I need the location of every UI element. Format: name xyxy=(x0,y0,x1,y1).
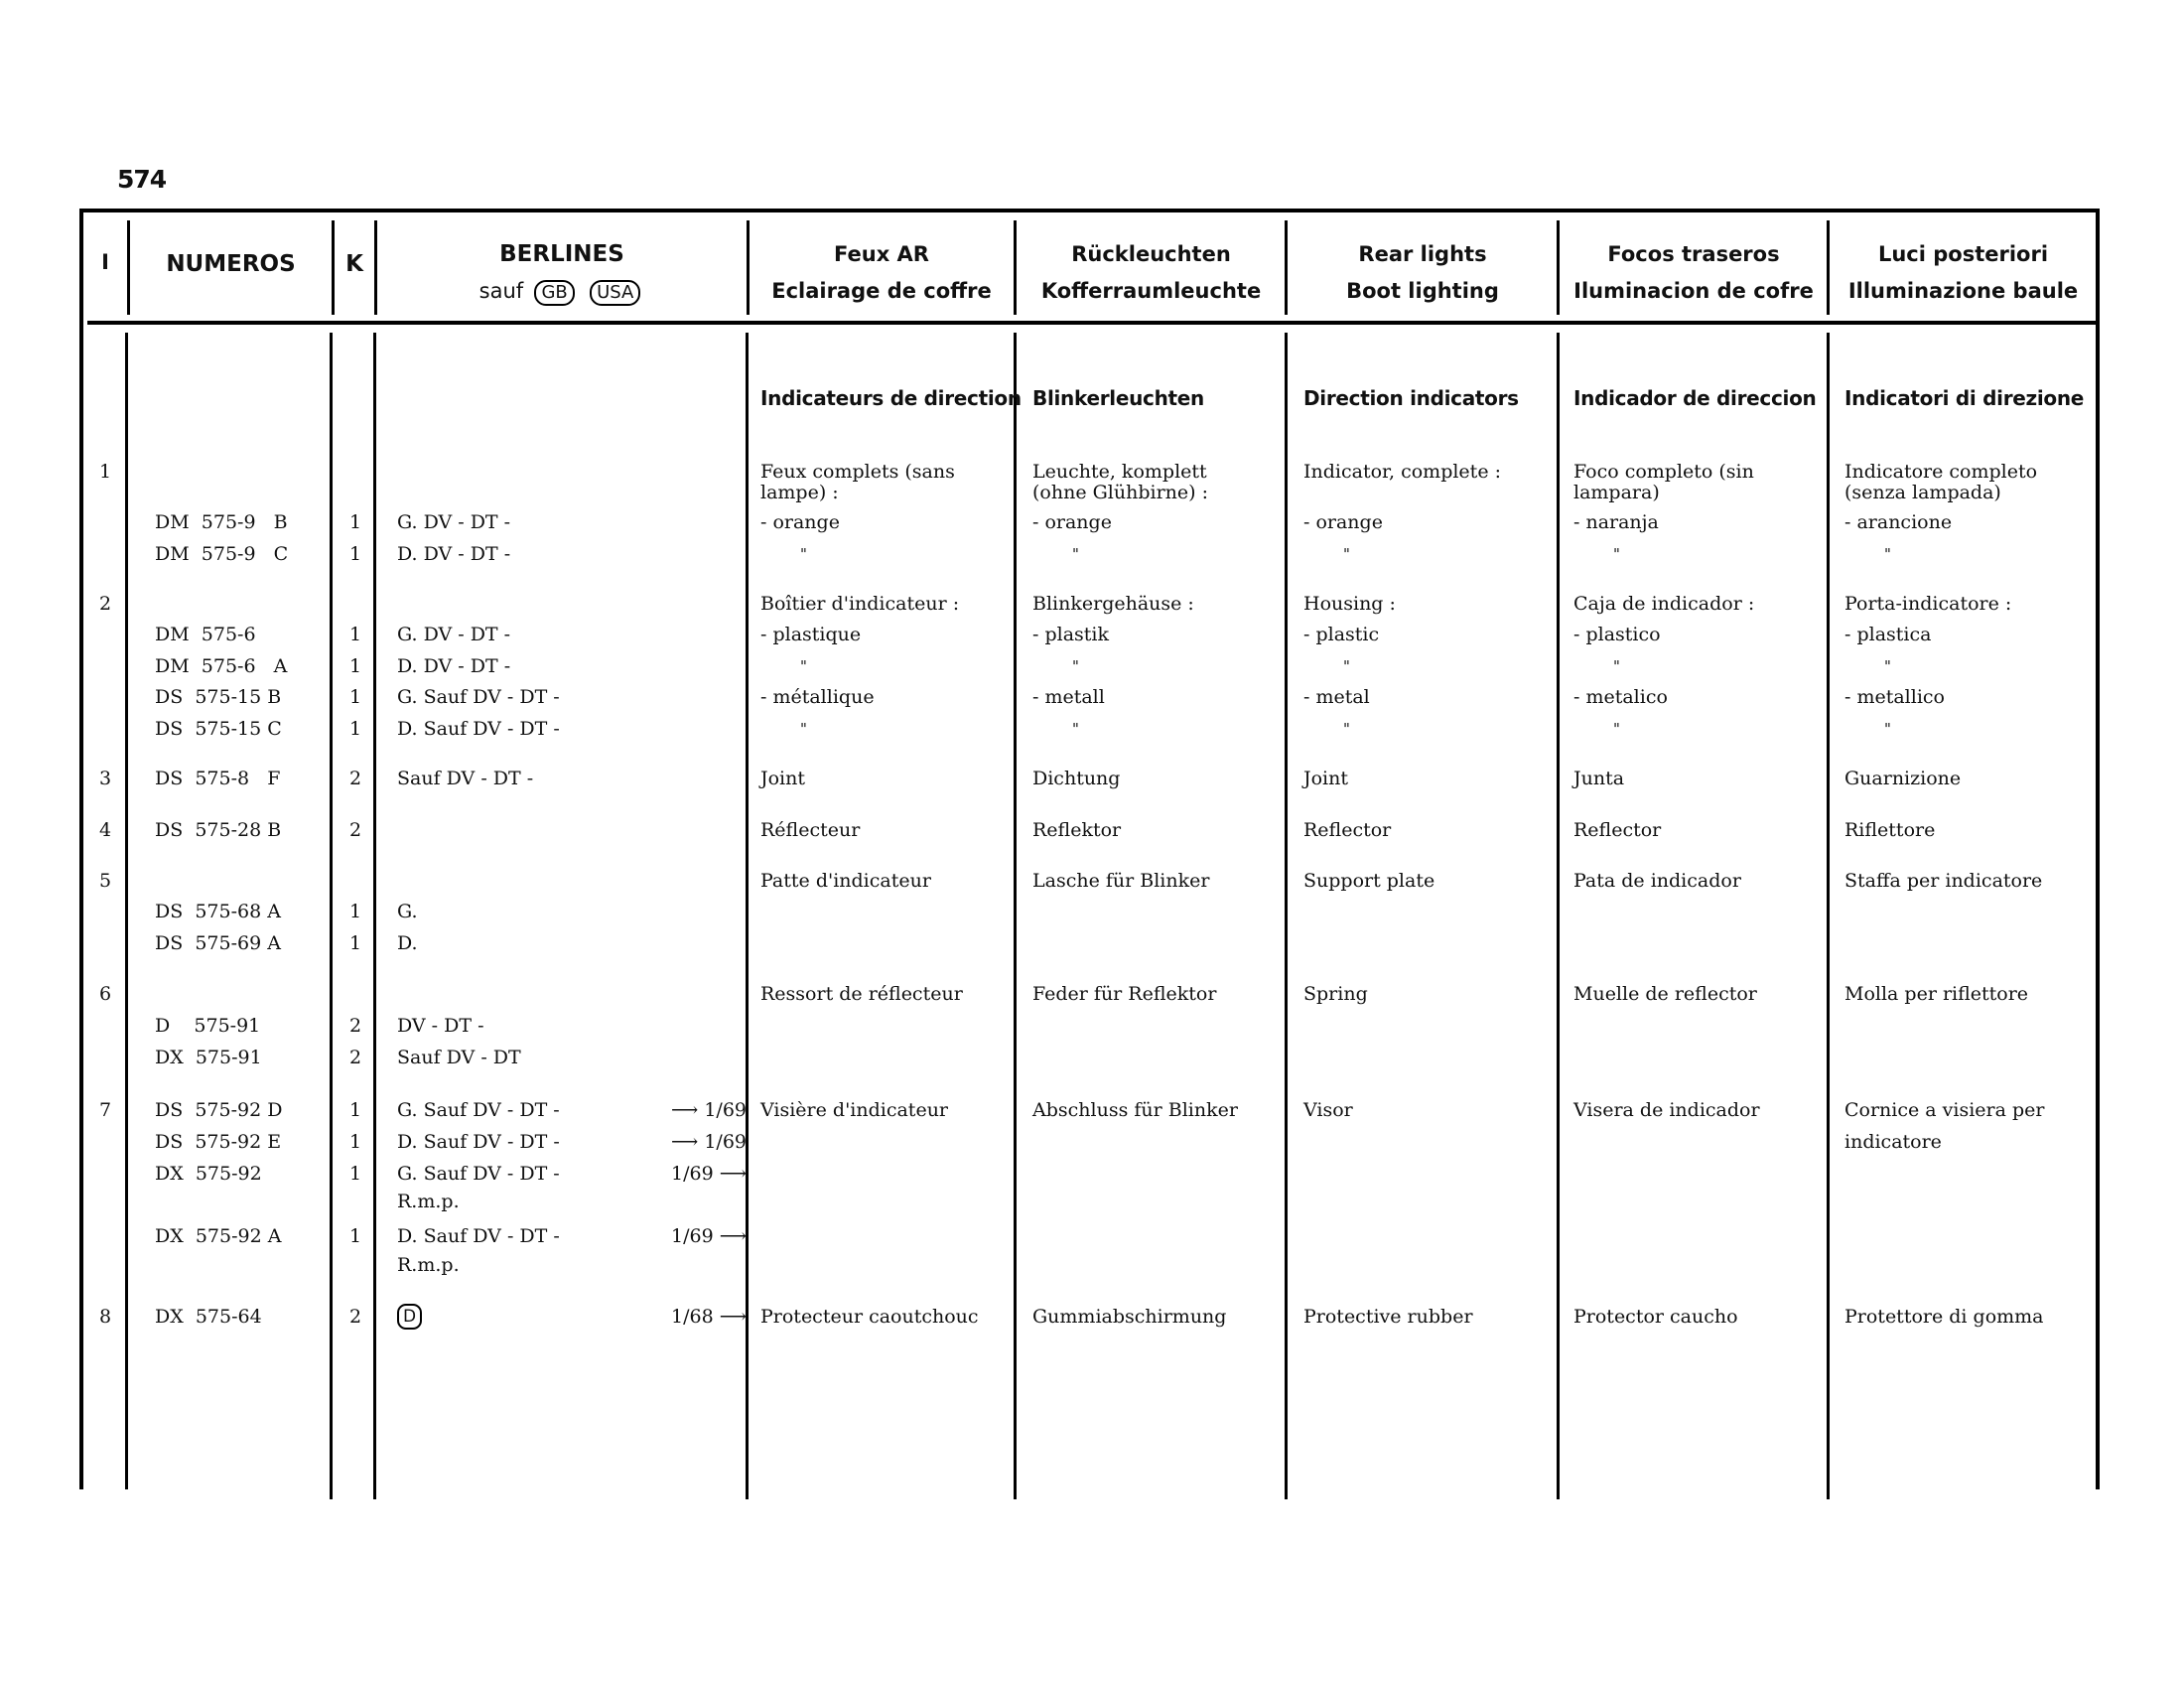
berlines-date-range: 1/68 ⟶ xyxy=(671,1306,747,1328)
part-number: DS 575-28 B xyxy=(155,819,282,841)
desc-es: - plastico xyxy=(1573,624,1661,645)
header-de-line1: Rückleuchten xyxy=(1071,242,1231,266)
part-number: DS 575-15 B xyxy=(155,686,282,708)
col-sep-i-numeros-body xyxy=(125,333,128,1489)
desc-fr: Boîtier d'indicateur : xyxy=(760,593,960,615)
header-berlines-prefix: sauf xyxy=(478,279,524,303)
header-en-line2: Boot lighting xyxy=(1346,279,1499,303)
berlines-plate-d xyxy=(397,1304,422,1330)
part-number: DM 575-6 A xyxy=(155,655,288,677)
desc-de: Abschluss für Blinker xyxy=(1032,1099,1238,1121)
header-es-line1: Focos traseros xyxy=(1607,242,1780,266)
header-i: I xyxy=(101,250,109,274)
header-de-line2: Kofferraumleuchte xyxy=(1040,279,1262,303)
desc-it: - plastica xyxy=(1844,624,1932,645)
desc-fr: Réflecteur xyxy=(760,819,861,841)
quantity-k: 2 xyxy=(348,1047,362,1068)
desc-es: - metalico xyxy=(1573,686,1668,708)
desc-es: " xyxy=(1613,657,1620,675)
desc-en: Reflector xyxy=(1303,819,1392,841)
part-number: DX 575-91 xyxy=(155,1047,262,1068)
part-number: D 575-91 xyxy=(155,1015,261,1037)
desc-en: " xyxy=(1343,545,1350,563)
section-title-fr: Indicateurs de direction xyxy=(760,386,1022,410)
row-index: 8 xyxy=(98,1306,112,1328)
desc-de: " xyxy=(1072,657,1079,675)
quantity-k: 1 xyxy=(348,686,362,708)
section-title-en: Direction indicators xyxy=(1303,386,1519,410)
desc-fr: Protecteur caoutchouc xyxy=(760,1306,979,1328)
col-sep-en-es-body xyxy=(1557,333,1560,1499)
frame-right-border xyxy=(2096,209,2100,1489)
desc-en: - orange xyxy=(1303,511,1383,533)
desc-en: " xyxy=(1343,720,1350,738)
desc-it: Indicatore completo xyxy=(1844,461,2038,483)
desc-de: Reflektor xyxy=(1032,819,1122,841)
berlines-applicability: G. DV - DT - xyxy=(397,511,511,533)
desc-es: Muelle de reflector xyxy=(1573,983,1757,1005)
desc-it: Molla per riflettore xyxy=(1844,983,2029,1005)
col-sep-de-en-body xyxy=(1285,333,1288,1499)
part-number: DX 575-92 xyxy=(155,1163,262,1185)
desc-it: (senza lampada) xyxy=(1844,482,2001,503)
desc-fr: " xyxy=(800,545,807,563)
header-bottom-rule xyxy=(87,321,2100,325)
part-number: DS 575-92 D xyxy=(155,1099,283,1121)
quantity-k: 1 xyxy=(348,543,362,565)
header-berlines xyxy=(377,236,747,310)
frame-left-border xyxy=(79,209,83,1489)
desc-en: Support plate xyxy=(1303,870,1435,892)
header-en-line1: Rear lights xyxy=(1358,242,1487,266)
berlines-date-range: 1/69 ⟶ xyxy=(671,1225,747,1247)
quantity-k: 1 xyxy=(348,718,362,740)
row-index: 4 xyxy=(98,819,112,841)
desc-de: Blinkergehäuse : xyxy=(1032,593,1194,615)
quantity-k: 1 xyxy=(348,655,362,677)
part-number: DX 575-64 xyxy=(155,1306,262,1328)
quantity-k: 2 xyxy=(348,1306,362,1328)
part-number: DM 575-6 xyxy=(155,624,256,645)
col-sep-es-it-body xyxy=(1827,333,1830,1499)
quantity-k: 1 xyxy=(348,932,362,954)
desc-es: Visera de indicador xyxy=(1573,1099,1760,1121)
desc-fr: " xyxy=(800,657,807,675)
desc-it: Guarnizione xyxy=(1844,768,1962,789)
desc-de: Gummiabschirmung xyxy=(1032,1306,1227,1328)
berlines-applicability: Sauf DV - DT xyxy=(397,1047,521,1068)
desc-es: Reflector xyxy=(1573,819,1662,841)
berlines-applicability: D. DV - DT - xyxy=(397,655,511,677)
desc-de: - plastik xyxy=(1032,624,1110,645)
desc-it: - arancione xyxy=(1844,511,1953,533)
header-it xyxy=(1831,236,2096,310)
part-number: DS 575-92 E xyxy=(155,1131,282,1153)
desc-en: Indicator, complete : xyxy=(1303,461,1501,483)
berlines-applicability: D. DV - DT - xyxy=(397,543,511,565)
col-sep-de-en xyxy=(1285,220,1288,315)
col-sep-fr-de xyxy=(1014,220,1017,315)
section-title-de: Blinkerleuchten xyxy=(1032,386,1205,410)
desc-en: " xyxy=(1343,657,1350,675)
desc-it: Riflettore xyxy=(1844,819,1936,841)
row-index: 3 xyxy=(98,768,112,789)
desc-fr: - orange xyxy=(760,511,840,533)
header-numeros: NUMEROS xyxy=(166,251,296,277)
col-sep-numeros-k-body xyxy=(330,333,333,1499)
table-top-rule xyxy=(79,209,2100,212)
row-index: 6 xyxy=(98,983,112,1005)
desc-de: Dichtung xyxy=(1032,768,1121,789)
desc-de: " xyxy=(1072,720,1079,738)
desc-fr: Visière d'indicateur xyxy=(760,1099,949,1121)
row-index: 1 xyxy=(98,461,112,483)
header-it-line2: Illuminazione baule xyxy=(1847,279,2079,303)
header-es-line2: Iluminacion de cofre xyxy=(1573,279,1814,303)
desc-es: Junta xyxy=(1573,768,1625,789)
quantity-k: 1 xyxy=(348,1099,362,1121)
desc-it: Protettore di gomma xyxy=(1844,1306,2044,1328)
desc-es: Pata de indicador xyxy=(1573,870,1741,892)
desc-de: Lasche für Blinker xyxy=(1032,870,1210,892)
part-number: DM 575-9 B xyxy=(155,511,288,533)
desc-en: Spring xyxy=(1303,983,1368,1005)
plate-gb: GB xyxy=(534,280,574,306)
berlines-applicability: G. xyxy=(397,901,418,922)
desc-de: Leuchte, komplett xyxy=(1032,461,1207,483)
header-de xyxy=(1018,236,1285,310)
desc-en: - metal xyxy=(1303,686,1370,708)
berlines-date-range: ⟶ 1/69 xyxy=(671,1131,747,1153)
part-number: DS 575-69 A xyxy=(155,932,281,954)
desc-it: " xyxy=(1884,720,1891,738)
berlines-applicability: G. Sauf DV - DT - xyxy=(397,686,560,708)
berlines-applicability: R.m.p. xyxy=(397,1254,460,1276)
header-fr xyxy=(750,236,1014,310)
header-berlines-title: BERLINES xyxy=(499,241,624,267)
quantity-k: 1 xyxy=(348,901,362,922)
desc-it: Cornice a visiera per xyxy=(1844,1099,2045,1121)
berlines-date-range: ⟶ 1/69 xyxy=(671,1099,747,1121)
quantity-k: 1 xyxy=(348,624,362,645)
berlines-applicability: D. Sauf DV - DT - xyxy=(397,1225,560,1247)
col-sep-en-es xyxy=(1557,220,1560,315)
part-number: DS 575-15 C xyxy=(155,718,282,740)
desc-it: Staffa per indicatore xyxy=(1844,870,2043,892)
header-en xyxy=(1289,236,1557,310)
desc-en: - plastic xyxy=(1303,624,1380,645)
header-fr-line1: Feux AR xyxy=(834,242,929,266)
part-number: DX 575-92 A xyxy=(155,1225,282,1247)
desc-es: Protector caucho xyxy=(1573,1306,1738,1328)
desc-fr: " xyxy=(800,720,807,738)
desc-fr: - métallique xyxy=(760,686,875,708)
col-sep-fr-de-body xyxy=(1014,333,1017,1499)
desc-de: (ohne Glühbirne) : xyxy=(1032,482,1208,503)
header-fr-line2: Eclairage de coffre xyxy=(771,279,992,303)
berlines-applicability: D. xyxy=(397,932,418,954)
quantity-k: 1 xyxy=(348,1163,362,1185)
page-number: 574 xyxy=(117,165,167,194)
quantity-k: 1 xyxy=(348,511,362,533)
berlines-applicability: R.m.p. xyxy=(397,1191,460,1212)
desc-fr: lampe) : xyxy=(760,482,839,503)
header-it-line1: Luci posteriori xyxy=(1877,242,2049,266)
header-es xyxy=(1561,236,1827,310)
berlines-applicability: D. Sauf DV - DT - xyxy=(397,718,560,740)
col-sep-k-berlines-body xyxy=(373,333,376,1499)
quantity-k: 2 xyxy=(348,768,362,789)
desc-fr: Patte d'indicateur xyxy=(760,870,931,892)
berlines-applicability: G. Sauf DV - DT - xyxy=(397,1163,560,1185)
part-number: DM 575-9 C xyxy=(155,543,289,565)
plate-d-icon: D xyxy=(397,1304,422,1330)
part-number: DS 575-8 F xyxy=(155,768,281,789)
section-title-it: Indicatori di direzione xyxy=(1844,386,2085,410)
col-sep-es-it xyxy=(1827,220,1830,315)
desc-es: " xyxy=(1613,545,1620,563)
row-index: 7 xyxy=(98,1099,112,1121)
berlines-applicability: G. Sauf DV - DT - xyxy=(397,1099,560,1121)
desc-fr: Ressort de réflecteur xyxy=(760,983,963,1005)
desc-es: - naranja xyxy=(1573,511,1659,533)
header-berlines-sub xyxy=(377,273,747,310)
desc-it: Porta-indicatore : xyxy=(1844,593,2012,615)
plate-usa: USA xyxy=(590,280,640,306)
desc-en: Housing : xyxy=(1303,593,1396,615)
berlines-applicability: DV - DT - xyxy=(397,1015,484,1037)
desc-es: Foco completo (sin xyxy=(1573,461,1754,483)
row-index: 2 xyxy=(98,593,112,615)
desc-fr: Feux complets (sans xyxy=(760,461,955,483)
section-title-es: Indicador de direccion xyxy=(1573,386,1817,410)
desc-de: " xyxy=(1072,545,1079,563)
desc-it: - metallico xyxy=(1844,686,1945,708)
desc-it: " xyxy=(1884,545,1891,563)
desc-fr: Joint xyxy=(760,768,806,789)
desc-it: indicatore xyxy=(1844,1131,1942,1153)
desc-en: Joint xyxy=(1303,768,1349,789)
desc-de: - orange xyxy=(1032,511,1112,533)
quantity-k: 2 xyxy=(348,1015,362,1037)
header-k: K xyxy=(345,251,363,277)
desc-it: " xyxy=(1884,657,1891,675)
desc-en: Protective rubber xyxy=(1303,1306,1473,1328)
desc-en: Visor xyxy=(1303,1099,1353,1121)
berlines-applicability: G. DV - DT - xyxy=(397,624,511,645)
berlines-applicability: D. Sauf DV - DT - xyxy=(397,1131,560,1153)
part-number: DS 575-68 A xyxy=(155,901,281,922)
berlines-applicability: Sauf DV - DT - xyxy=(397,768,534,789)
quantity-k: 2 xyxy=(348,819,362,841)
quantity-k: 1 xyxy=(348,1225,362,1247)
desc-es: lampara) xyxy=(1573,482,1660,503)
desc-de: - metall xyxy=(1032,686,1105,708)
desc-es: " xyxy=(1613,720,1620,738)
quantity-k: 1 xyxy=(348,1131,362,1153)
desc-fr: - plastique xyxy=(760,624,862,645)
row-index: 5 xyxy=(98,870,112,892)
desc-es: Caja de indicador : xyxy=(1573,593,1755,615)
desc-de: Feder für Reflektor xyxy=(1032,983,1217,1005)
berlines-date-range: 1/69 ⟶ xyxy=(671,1163,747,1185)
